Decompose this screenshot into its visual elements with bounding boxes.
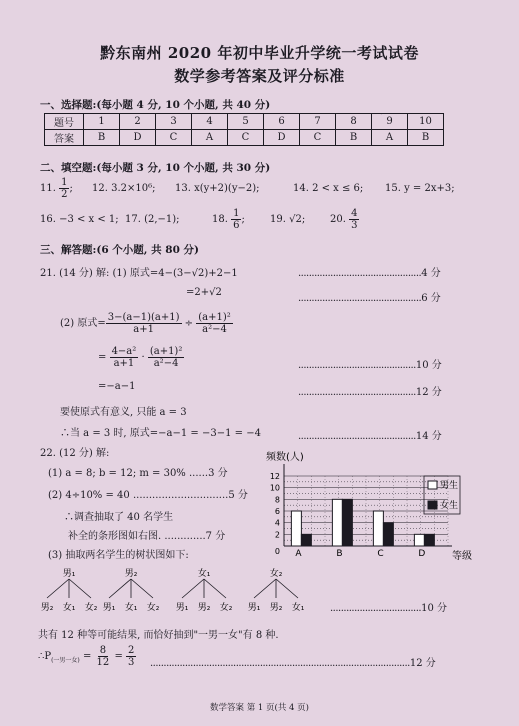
answer-q11: 11. $\frac{1}{2}$ ; [40, 177, 73, 200]
answer-q13: 13. x(y+2)(y−2); [175, 183, 260, 194]
tree-group [41, 567, 305, 613]
section1-heading: 一、选择题:(每小题 4 分, 10 个小题, 共 40 分) [40, 99, 271, 111]
denominator: a²−4 [153, 358, 179, 369]
frequency-bar-chart [258, 448, 483, 566]
table-cell: D [120, 130, 156, 146]
table-row-numbers [45, 114, 444, 130]
prob-prefix: ∴P [38, 651, 52, 662]
q21-line2: =2+√2 [186, 287, 222, 298]
fraction [196, 312, 233, 335]
q21-line6: ∴当 a = 3 时, 原式=−a−1 = −3−1 = −4 [60, 428, 261, 439]
table-cell: 5 [228, 114, 264, 130]
score-3: ......3 分 [189, 468, 228, 479]
legend-label: 女生 [440, 501, 459, 511]
numerator: 8 [99, 645, 107, 656]
q22-conclusion: 共有 12 种等可能结果, 而恰好抽到"一男一女"有 8 种. [38, 630, 279, 641]
tree-branch [109, 579, 131, 598]
bar-male [291, 511, 301, 546]
tree-branch [204, 579, 226, 598]
q21-part2: (2) 原式= $\frac{3-(a-1)(a+1)}{a+1}$ ÷ $\frac{\text{(a+1)²}}{\text{a²−4}}$ [60, 312, 231, 335]
choice-answer-table [44, 113, 444, 146]
numerator: 4 [351, 208, 358, 219]
table-cell: C [300, 130, 336, 146]
legend-swatch [428, 481, 437, 489]
bar-male [332, 499, 342, 546]
denominator: 3 [128, 657, 135, 668]
score-4: 4 分 [421, 268, 441, 279]
bar-female [424, 534, 434, 546]
fraction [110, 346, 139, 369]
numerator: 3−(a−1)(a+1) [107, 312, 180, 323]
tree-branch [47, 579, 69, 598]
q11-label: 11. [40, 183, 56, 194]
table-cell: 2 [120, 114, 156, 130]
x-tick-label: C [377, 549, 384, 559]
tree-diagram [34, 566, 324, 618]
score-line: ..................................10 分 [330, 603, 447, 614]
answer-q15: 15. y = 2x+3; [385, 183, 455, 194]
table-cell: 6 [264, 114, 300, 130]
legend-label: 男生 [440, 481, 459, 491]
tree-leaf-label: 男₂ [40, 603, 54, 613]
table-row-answers [45, 130, 444, 146]
q21-line1: 21. (14 分) 解: (1) 原式=4−(3−√2)+2−1 [40, 268, 238, 279]
y-tick-label: 8 [274, 495, 280, 505]
tree-leaf-label: 女₂ [146, 603, 160, 613]
bar-female [383, 523, 393, 546]
score-line: .................................................................................................12 分 [150, 658, 436, 669]
q21-line3: = $\frac{\text{4−a²}}{a+1}$ · $\frac{\text{(a+1)²}}{\text{a²−4}}$ [98, 346, 183, 369]
q22-head: 22. (12 分) 解: [40, 448, 110, 459]
table-cell: 3 [156, 114, 192, 130]
table-cell: B [84, 130, 120, 146]
denominator: a²−4 [202, 324, 227, 335]
fraction [59, 177, 69, 200]
table-cell: 8 [336, 114, 372, 130]
denominator: a+1 [133, 324, 154, 335]
tree-leaf-label: 女₁ [62, 603, 76, 613]
score-14: 14 分 [415, 431, 442, 442]
tree-leaf-label: 女₁ [291, 603, 305, 613]
answer-q14: 14. 2 < x ≤ 6; [293, 183, 364, 194]
table-cell: C [156, 130, 192, 146]
legend-swatch [428, 501, 437, 509]
q22-line5: (3) 抽取两名学生的树状图如下: [48, 550, 189, 561]
y-tick-label: 10 [269, 483, 280, 493]
fraction [148, 346, 185, 369]
tree-leaf-label: 男₁ [102, 603, 116, 613]
score-line: ..............................................6 分 [298, 293, 441, 304]
tree-branch [276, 579, 298, 598]
tree-branch [131, 579, 153, 598]
q22-line2-text: (2) 4÷10% = 40 [48, 490, 130, 501]
score-line: ..............................................4 分 [298, 268, 441, 279]
row-label: 题号 [45, 114, 84, 130]
q21-part2-label: (2) 原式= [60, 318, 106, 329]
answer-q16: 16. −3 < x < 1; [40, 214, 119, 225]
y-tick-label: 6 [274, 507, 280, 516]
table-cell: C [228, 130, 264, 146]
probability-line: $\therefore P_{(一男一女)}$ = $\frac{8}{12}$ = $\frac{2}{3}$ [38, 645, 135, 668]
numerator: 2 [128, 645, 135, 656]
page-footer: 数学答案 第 1 页(共 4 页) [210, 703, 309, 713]
prob-subscript: (一男一女) [51, 657, 80, 664]
y-tick-label: 4 [274, 518, 280, 528]
tree-leaf-label: 女₁ [124, 603, 138, 613]
tree-leaf-label: 男₂ [197, 603, 211, 613]
chart-x-axis-label: 等级 [452, 551, 472, 562]
fraction [349, 208, 359, 231]
row-label: 答案 [45, 130, 84, 146]
table-cell: 1 [84, 114, 120, 130]
tree-leaf-label: 男₁ [247, 603, 261, 613]
bar-male [373, 511, 383, 546]
score-12: 12 分 [415, 387, 442, 398]
bleed-through-text: · [380, 110, 383, 120]
x-tick-label: D [418, 549, 426, 559]
tree-leaf-label: 女₂ [84, 603, 98, 613]
fraction [231, 208, 241, 231]
x-tick-label: B [336, 549, 343, 559]
numerator: 4−a² [111, 346, 137, 357]
numerator: (a+1)² [149, 346, 183, 357]
tree-branch [182, 579, 204, 598]
tree-root-label: 男₁ [62, 569, 76, 579]
origin-label: 0 [274, 547, 280, 556]
table-cell: 4 [192, 114, 228, 130]
q22-line1-text: (1) a = 8; b = 12; m = 30% [48, 468, 186, 479]
y-tick-label: 2 [274, 530, 280, 540]
score-line: ............................................12 分 [298, 387, 442, 398]
score-12-final: 12 分 [409, 658, 436, 669]
answer-q20 [330, 208, 359, 231]
denominator: 12 [96, 657, 110, 668]
score-line: ............................................10 分 [298, 360, 442, 371]
section2-heading: 二、填空题:(每小题 3 分, 10 个小题, 共 30 分) [40, 162, 271, 174]
answer-q17: 17. (2,−1); [125, 214, 180, 225]
bar-female [342, 499, 352, 546]
score-10-tree: 10 分 [421, 603, 447, 614]
table-cell: A [372, 130, 408, 146]
table-cell: B [408, 130, 444, 146]
score-5: ..............................5 分 [132, 490, 248, 501]
answer-q12: 12. 3.2×10⁶; [92, 183, 156, 194]
tree-leaf-label: 男₁ [175, 603, 189, 613]
page-subtitle: 数学参考答案及评分标准 [174, 67, 345, 85]
tree-root-label: 女₂ [269, 569, 283, 579]
bar-female [301, 534, 311, 546]
score-line: ............................................14 分 [298, 431, 442, 442]
fraction [126, 645, 136, 668]
bar-male [414, 534, 424, 546]
chart-legend [424, 476, 460, 514]
q20-label: 20. [330, 214, 346, 225]
x-tick-label: A [295, 549, 302, 559]
q22-line2 [48, 486, 248, 501]
q21-line4: =−a−1 [98, 381, 136, 392]
tree-leaf-label: 女₂ [219, 603, 233, 613]
score-6: 6 分 [421, 293, 441, 304]
q22-line4: 补全的条形图如右图. .............7 分 [68, 531, 226, 542]
table-cell: A [192, 130, 228, 146]
q22-line1 [48, 464, 228, 479]
table-cell: 7 [300, 114, 336, 130]
table-cell: B [336, 130, 372, 146]
tree-root-label: 男₂ [124, 569, 138, 579]
section3-heading: 三、解答题:(6 个小题, 共 80 分) [40, 244, 200, 256]
tree-leaf-label: 男₂ [269, 603, 283, 613]
table-cell: 9 [372, 114, 408, 130]
q21-line5: 要使原式有意义, 只能 a = 3 [60, 407, 187, 418]
answer-q19: 19. √2; [270, 214, 306, 225]
fraction [106, 312, 182, 335]
numerator: (a+1)² [198, 312, 231, 323]
score-10: 10 分 [415, 360, 442, 371]
numerator: 1 [61, 177, 68, 188]
y-tick-label: 12 [269, 472, 280, 481]
denominator: 3 [351, 220, 358, 231]
tree-branch [69, 579, 91, 598]
tree-branch [254, 579, 276, 598]
fraction [95, 645, 112, 668]
answer-q18: 18. $\frac{1}{6}$ ; [212, 208, 245, 231]
denominator: 6 [233, 220, 240, 231]
page-title: 黔东南州 2020 年初中毕业升学统一考试试卷 [100, 44, 419, 62]
denominator: 2 [61, 189, 68, 200]
numerator: 1 [233, 208, 240, 219]
tree-root-label: 女₁ [197, 569, 211, 579]
table-cell: 10 [408, 114, 444, 130]
table-cell: D [264, 130, 300, 146]
chart-y-axis-label: 频数(人) [266, 452, 304, 463]
q18-label: 18. [212, 214, 228, 225]
denominator: a+1 [113, 358, 135, 369]
q22-line3: ∴调查抽取了 40 名学生 [64, 512, 174, 523]
